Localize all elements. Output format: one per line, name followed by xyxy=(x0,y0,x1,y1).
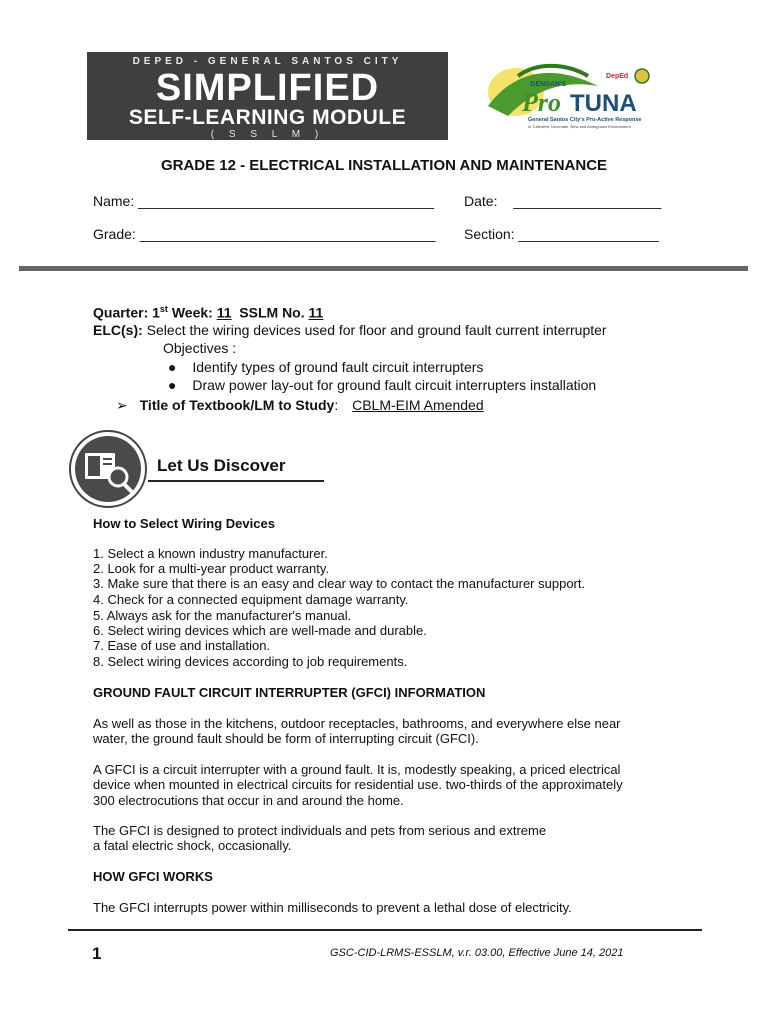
discover-underline xyxy=(148,480,324,482)
week-value: 11 xyxy=(216,304,232,321)
heading-gfci-information: GROUND FAULT CIRCUIT INTERRUPTER (GFCI) INFORMATION xyxy=(93,685,486,700)
elc-label: ELC(s): xyxy=(93,322,143,338)
heading-how-gfci-works: HOW GFCI WORKS xyxy=(93,869,213,884)
objective-item xyxy=(168,359,483,375)
footer-divider xyxy=(68,929,702,931)
name-blank: ______________________________________ xyxy=(138,193,434,209)
textbook-line: ➢ Title of Textbook/LM to Study: CBLM-EIM Amended xyxy=(116,397,484,413)
list-item: 3. Make sure that there is an easy and clear way to contact the manufacturer support. xyxy=(93,576,586,591)
paragraph-line: 300 electrocutions that occur in and around the home. xyxy=(93,793,404,808)
grade-label: Grade: xyxy=(93,226,136,242)
quarter-line xyxy=(93,304,323,321)
objective-text: Draw power lay-out for ground fault circuit interrupters installation xyxy=(192,377,597,393)
textbook-label: Title of Textbook/LM to Study xyxy=(139,397,335,413)
paragraph-line: a fatal electric shock, occasionally. xyxy=(93,838,292,853)
bullet-icon: ● xyxy=(168,377,177,393)
grade-field xyxy=(93,226,436,242)
book-search-icon xyxy=(68,429,148,509)
logo-tagline-1: General Santos City's Pro-Active Response xyxy=(528,117,642,123)
section-divider xyxy=(19,266,748,271)
logo-seal-icon xyxy=(635,69,649,83)
section-heading-discover: Let Us Discover xyxy=(157,456,286,475)
list-item: 1. Select a known industry manufacturer. xyxy=(93,546,328,561)
quarter-superscript: st xyxy=(159,304,168,314)
date-blank: ___________________ xyxy=(513,193,662,209)
sslm-banner-logo xyxy=(87,52,448,140)
name-label: Name: xyxy=(93,193,135,209)
paragraph-line: As well as those in the kitchens, outdoor receptacles, bathrooms, and everywhere else near xyxy=(93,716,621,731)
list-item: 8. Select wiring devices according to job requirements. xyxy=(93,654,408,669)
elc-text: Select the wiring devices used for floor and ground fault current interrupter xyxy=(142,322,607,338)
logo-brand-small: GENSAN'S xyxy=(530,81,567,88)
textbook-value: CBLM-EIM Amended xyxy=(352,397,484,413)
paragraph-line: A GFCI is a circuit interrupter with a ground fault. It is, modestly speaking, a priced electrical xyxy=(93,762,621,777)
banner-division-text: DEPED - GENERAL SANTOS CITY xyxy=(132,56,403,67)
section-field xyxy=(464,226,659,242)
section-blank: __________________ xyxy=(518,226,659,242)
page-number: 1 xyxy=(92,944,102,963)
logo-tagline-2: in Turbulent, Uncertain, New and Ambiguous Environment xyxy=(528,124,631,129)
list-item: 2. Look for a multi-year product warranty. xyxy=(93,561,330,576)
objective-item xyxy=(168,377,596,393)
logo-brand-pro: Pro xyxy=(522,88,561,117)
objectives-label: Objectives : xyxy=(163,340,237,356)
paragraph-line: water, the ground fault should be form of interrupting circuit (GFCI). xyxy=(93,731,479,746)
date-field xyxy=(464,193,661,209)
quarter-label: Quarter: 1 xyxy=(93,304,160,321)
protuna-logo xyxy=(478,56,668,136)
list-item: 6. Select wiring devices which are well-made and durable. xyxy=(93,623,427,638)
paragraph-line: The GFCI interrupts power within milliseconds to prevent a lethal dose of electricity. xyxy=(93,900,572,915)
heading-select-wiring: How to Select Wiring Devices xyxy=(93,516,275,531)
logo-brand-tuna: TUNA xyxy=(570,90,637,117)
date-label: Date: xyxy=(464,193,498,209)
banner-abbreviation: ( S S L M ) xyxy=(210,129,325,140)
name-field xyxy=(93,193,434,209)
paragraph-line: The GFCI is designed to protect individuals and pets from serious and extreme xyxy=(93,823,547,838)
banner-subtitle: SELF-LEARNING MODULE xyxy=(128,106,407,129)
logo-deped-text: DepEd xyxy=(606,73,629,80)
elc-line xyxy=(93,322,607,338)
sslm-label: SSLM No. xyxy=(231,304,309,321)
page-title: GRADE 12 - ELECTRICAL INSTALLATION AND MAINTENANCE xyxy=(160,157,608,174)
sslm-value: 11 xyxy=(308,304,324,321)
list-item: 7. Ease of use and installation. xyxy=(93,638,271,653)
list-item: 4. Check for a connected equipment damage warranty. xyxy=(93,592,409,607)
banner-title: SIMPLIFIED xyxy=(155,67,380,109)
bullet-icon: ● xyxy=(168,359,177,375)
document-code: GSC-CID-LRMS-ESSLM, v.r. 03.00, Effective June 14, 2021 xyxy=(330,947,624,959)
arrow-bullet-icon: ➢ xyxy=(116,397,128,413)
section-label: Section: xyxy=(464,226,515,242)
paragraph-line: device when mounted in electrical circuits for residential use. two-thirds of the approximately xyxy=(93,777,623,792)
week-label: Week: xyxy=(167,304,217,321)
objective-text: Identify types of ground fault circuit interrupters xyxy=(192,359,484,375)
grade-blank: ______________________________________ xyxy=(139,226,436,242)
list-item: 5. Always ask for the manufacturer's manual. xyxy=(93,608,352,623)
